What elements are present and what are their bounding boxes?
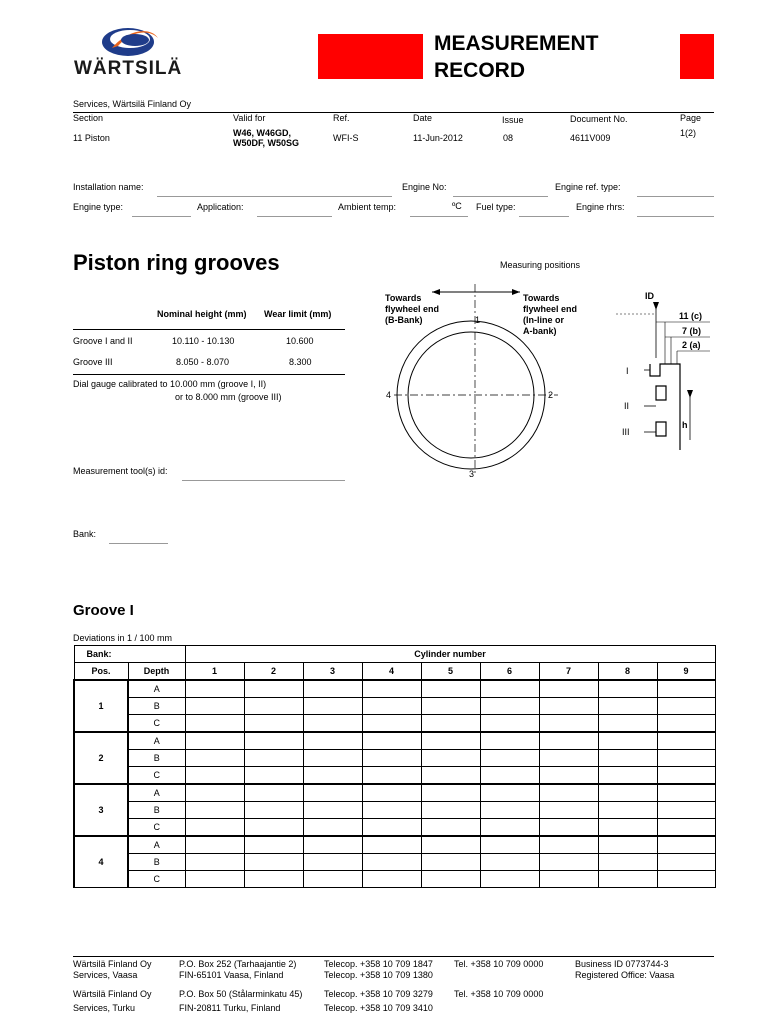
value-date: 11-Jun-2012 [413, 133, 463, 143]
pos-header: Pos. [74, 663, 128, 681]
measurement-cell[interactable] [657, 698, 715, 715]
brand-name: WÄRTSILÄ [74, 58, 183, 79]
position-3-label: 3 [469, 469, 475, 479]
measurement-cell[interactable] [362, 871, 421, 888]
towards-left-2: flywheel end [385, 304, 440, 314]
value-ref: WFI-S [333, 133, 359, 143]
label-page: Page [680, 113, 702, 123]
measurement-cell[interactable] [303, 871, 362, 888]
measurement-cell[interactable] [539, 715, 598, 733]
measurement-cell[interactable] [362, 784, 421, 802]
measurement-cell[interactable] [362, 836, 421, 854]
footer-text: P.O. Box 50 (Stålarminkatu 45) [179, 989, 303, 999]
dim-2a-label: 2 (a) [682, 340, 701, 350]
wartsila-logo-icon [72, 18, 182, 60]
measurement-cell[interactable] [362, 715, 421, 733]
towards-right-3: (In-line or [523, 315, 564, 325]
depth-cell: A [128, 836, 185, 854]
measurement-cell[interactable] [480, 767, 539, 785]
measurement-cell[interactable] [539, 802, 598, 819]
h-label: h [682, 420, 688, 430]
measurement-cell[interactable] [539, 819, 598, 837]
bank-field[interactable] [109, 543, 168, 544]
footer-text: Telecop. +358 10 709 3410 [324, 1003, 433, 1013]
measurement-cell[interactable] [480, 836, 539, 854]
table-row [74, 715, 715, 733]
measurement-cell[interactable] [362, 680, 421, 698]
engine-rhrs-field[interactable] [637, 216, 714, 217]
depth-cell: C [128, 819, 185, 837]
cylinder-header: 6 [480, 663, 539, 681]
engine-type-field[interactable] [132, 216, 191, 217]
measurement-cell[interactable] [657, 750, 715, 767]
measurement-cell[interactable] [303, 680, 362, 698]
label-section: Section [73, 113, 104, 123]
measurement-cell[interactable] [657, 836, 715, 854]
measurement-cell[interactable] [244, 784, 303, 802]
title-line2: RECORD [434, 59, 526, 82]
measurement-cell[interactable] [539, 698, 598, 715]
measurement-cell[interactable] [598, 750, 657, 767]
label-doc-no: Document No. [570, 114, 628, 124]
dim-11c-label: 11 (c) [679, 311, 703, 321]
footer-text: FIN-20811 Turku, Finland [179, 1003, 281, 1013]
value-issue: 08 [503, 133, 514, 143]
measurement-cell[interactable] [421, 750, 480, 767]
measurement-cell[interactable] [657, 819, 715, 837]
spec-row-wear: 10.600 [286, 336, 314, 346]
table-row [74, 698, 715, 715]
measurement-cell[interactable] [244, 871, 303, 888]
measurement-cell[interactable] [421, 767, 480, 785]
measurement-cell[interactable] [185, 750, 244, 767]
measurement-cell[interactable] [421, 854, 480, 871]
measurement-cell[interactable] [480, 750, 539, 767]
measurement-cell[interactable] [539, 871, 598, 888]
measurement-cell[interactable] [244, 750, 303, 767]
measurement-cell[interactable] [244, 715, 303, 733]
measurement-cell[interactable] [539, 680, 598, 698]
measurement-cell[interactable] [244, 836, 303, 854]
cylinder-header: 8 [598, 663, 657, 681]
measurement-cell[interactable] [598, 698, 657, 715]
measurement-cell[interactable] [539, 854, 598, 871]
label-fuel-type: Fuel type: [476, 202, 516, 212]
measurement-cell[interactable] [303, 819, 362, 837]
measurement-cell[interactable] [185, 819, 244, 837]
table-row [74, 871, 715, 888]
measurement-cell[interactable] [480, 698, 539, 715]
position-cell: 2 [74, 732, 128, 784]
measurement-cell[interactable] [185, 871, 244, 888]
measurement-cell[interactable] [185, 836, 244, 854]
measurement-cell[interactable] [421, 802, 480, 819]
measurement-cell[interactable] [480, 802, 539, 819]
measurement-cell[interactable] [303, 836, 362, 854]
ambient-temp-field[interactable] [410, 216, 468, 217]
measurement-cell[interactable] [185, 715, 244, 733]
measurement-cell[interactable] [362, 750, 421, 767]
measurement-cell[interactable] [421, 819, 480, 837]
tool-id-field[interactable] [182, 480, 345, 481]
measurement-cell[interactable] [657, 802, 715, 819]
measurement-cell[interactable] [303, 715, 362, 733]
depth-cell: B [128, 750, 185, 767]
measurement-cell[interactable] [480, 854, 539, 871]
measurement-cell[interactable] [421, 680, 480, 698]
installation-name-field[interactable] [157, 196, 392, 197]
spec-table-top-rule [73, 329, 345, 330]
spec-header-nominal: Nominal height (mm) [157, 309, 247, 319]
position-cell: 1 [74, 680, 128, 732]
footer-text: Telecop. +358 10 709 1380 [324, 970, 433, 980]
footer-text: Services, Turku [73, 1003, 136, 1013]
spec-row-name: Groove I and II [73, 336, 133, 346]
temp-unit: ºC [452, 201, 462, 211]
measurement-cell[interactable] [303, 767, 362, 785]
measurement-cell[interactable] [480, 715, 539, 733]
measurement-cell[interactable] [362, 802, 421, 819]
measurement-cell[interactable] [598, 802, 657, 819]
measurement-cell[interactable] [480, 819, 539, 837]
measurement-cell[interactable] [539, 750, 598, 767]
measurement-cell[interactable] [480, 784, 539, 802]
measurement-cell[interactable] [244, 819, 303, 837]
measurement-cell[interactable] [598, 836, 657, 854]
measurement-cell[interactable] [185, 732, 244, 750]
measurement-cell[interactable] [362, 698, 421, 715]
measurement-cell[interactable] [539, 767, 598, 785]
label-engine-rhrs: Engine rhrs: [576, 202, 625, 212]
measurement-cell[interactable] [657, 767, 715, 785]
footer-text: Registered Office: Vaasa [575, 970, 675, 980]
table-row [74, 784, 715, 802]
measurement-cell[interactable] [244, 732, 303, 750]
spec-table-bottom-rule [73, 374, 345, 375]
footer-text: Telecop. +358 10 709 3279 [324, 989, 433, 999]
measurement-cell[interactable] [598, 767, 657, 785]
measurement-cell[interactable] [598, 732, 657, 750]
label-tool-id: Measurement tool(s) id: [73, 466, 168, 476]
measurement-cell[interactable] [185, 698, 244, 715]
measurement-cell[interactable] [598, 715, 657, 733]
measurement-cell[interactable] [421, 836, 480, 854]
measurement-cell[interactable] [185, 854, 244, 871]
depth-cell: A [128, 732, 185, 750]
footer-text: Tel. +358 10 709 0000 [454, 989, 544, 999]
measurement-cell[interactable] [657, 784, 715, 802]
footer-text: Wärtsilä Finland Oy [73, 989, 152, 999]
engine-ref-type-field[interactable] [637, 196, 714, 197]
measurement-cell[interactable] [421, 784, 480, 802]
measurement-cell[interactable] [244, 767, 303, 785]
depth-cell: A [128, 784, 185, 802]
table-row [74, 854, 715, 871]
depth-cell: B [128, 698, 185, 715]
info-divider [73, 112, 714, 113]
table-row [74, 836, 715, 854]
measurement-cell[interactable] [362, 767, 421, 785]
measurement-cell[interactable] [539, 836, 598, 854]
position-cell: 3 [74, 784, 128, 836]
value-page: 1(2) [680, 128, 697, 138]
logo [72, 18, 182, 80]
spec-row-wear: 8.300 [289, 357, 312, 367]
value-doc-no: 4611V009 [570, 133, 611, 143]
footer-text: Telecop. +358 10 709 1847 [324, 959, 433, 969]
value-valid-for-2: W50DF, W50SG [233, 138, 300, 148]
label-engine-type: Engine type: [73, 202, 124, 212]
footer-divider [73, 956, 714, 957]
label-issue: Issue [502, 115, 524, 125]
table-row [74, 819, 715, 837]
table-row [74, 732, 715, 750]
measurement-cell[interactable] [362, 819, 421, 837]
dim-7b-label: 7 (b) [682, 326, 701, 336]
groove1-title: Groove I [73, 602, 134, 619]
depth-cell: B [128, 802, 185, 819]
measurement-cell[interactable] [598, 784, 657, 802]
measurement-cell[interactable] [657, 715, 715, 733]
measurement-cell[interactable] [480, 871, 539, 888]
footer-text: Wärtsilä Finland Oy [73, 959, 152, 969]
label-date: Date [413, 113, 433, 123]
dial-note-1: Dial gauge calibrated to 10.000 mm (groove I, II) [73, 379, 267, 389]
diagram-caption: Measuring positions [500, 260, 581, 270]
depth-cell: C [128, 715, 185, 733]
application-field[interactable] [257, 216, 332, 217]
fuel-type-field[interactable] [519, 216, 569, 217]
red-bar-right [680, 34, 714, 79]
measurement-cell[interactable] [303, 802, 362, 819]
footer-text: Services, Vaasa [73, 970, 138, 980]
groove-I-label: I [626, 366, 629, 376]
red-bar-left [318, 34, 423, 79]
cylinder-number-header: Cylinder number [185, 646, 715, 663]
cylinder-header: 2 [244, 663, 303, 681]
measurement-cell[interactable] [657, 732, 715, 750]
groove-id-label: ID [645, 291, 654, 301]
label-ref: Ref. [333, 113, 350, 123]
measurement-cell[interactable] [303, 698, 362, 715]
label-installation-name: Installation name: [73, 182, 144, 192]
cylinder-header: 9 [657, 663, 715, 681]
measurement-cell[interactable] [362, 732, 421, 750]
engine-no-field[interactable] [453, 196, 548, 197]
measurement-cell[interactable] [244, 854, 303, 871]
measurement-cell[interactable] [598, 819, 657, 837]
label-ambient-temp: Ambient temp: [338, 202, 397, 212]
value-valid-for-1: W46, W46GD, [233, 128, 292, 138]
position-cell: 4 [74, 836, 128, 888]
table-row [74, 767, 715, 785]
table-row [74, 680, 715, 698]
position-1-label: 1 [475, 315, 481, 325]
measurement-cell[interactable] [539, 784, 598, 802]
footer-text: P.O. Box 252 (Tarhaajantie 2) [179, 959, 297, 969]
table-bank-label: Bank: [74, 646, 185, 663]
measurement-cell[interactable] [303, 854, 362, 871]
footer-text: Tel. +358 10 709 0000 [454, 959, 544, 969]
spec-row-nominal: 8.050 - 8.070 [176, 357, 230, 367]
measurement-cell[interactable] [539, 732, 598, 750]
label-engine-ref-type: Engine ref. type: [555, 182, 621, 192]
spec-header-wear: Wear limit (mm) [264, 309, 332, 319]
measurement-cell[interactable] [657, 854, 715, 871]
groove-II-label: II [624, 401, 630, 411]
dial-note-2: or to 8.000 mm (groove III) [175, 392, 282, 402]
depth-cell: B [128, 854, 185, 871]
title-line1: MEASUREMENT [434, 32, 599, 55]
measurement-cell[interactable] [421, 698, 480, 715]
deviation-note: Deviations in 1 / 100 mm [73, 633, 173, 643]
footer-text: Business ID 0773744-3 [575, 959, 669, 969]
measurement-cell[interactable] [421, 871, 480, 888]
measurement-cell[interactable] [244, 698, 303, 715]
spec-row-nominal: 10.110 - 10.130 [172, 336, 235, 346]
position-4-label: 4 [386, 390, 392, 400]
label-bank: Bank: [73, 529, 97, 539]
towards-left-3: (B-Bank) [385, 315, 423, 325]
measurement-cell[interactable] [185, 784, 244, 802]
cylinder-header: 7 [539, 663, 598, 681]
measurement-cell[interactable] [185, 680, 244, 698]
label-application: Application: [197, 202, 244, 212]
towards-right-2: flywheel end [523, 304, 578, 314]
measurement-cell[interactable] [185, 802, 244, 819]
position-2-label: 2 [548, 390, 554, 400]
measurement-cell[interactable] [598, 680, 657, 698]
table-row [74, 802, 715, 819]
measurement-cell[interactable] [421, 732, 480, 750]
depth-cell: C [128, 767, 185, 785]
measurement-cell[interactable] [598, 871, 657, 888]
measurement-cell[interactable] [303, 750, 362, 767]
spec-row-name: Groove III [73, 357, 113, 367]
depth-cell: C [128, 871, 185, 888]
measurement-cell[interactable] [303, 784, 362, 802]
measurement-cell[interactable] [185, 767, 244, 785]
label-engine-no: Engine No: [402, 182, 447, 192]
towards-right-4: A-bank) [523, 326, 557, 336]
measurement-cell[interactable] [421, 715, 480, 733]
measurement-cell[interactable] [244, 680, 303, 698]
measurement-cell[interactable] [480, 732, 539, 750]
page-title: Piston ring grooves [73, 250, 280, 275]
measurement-cell[interactable] [657, 680, 715, 698]
measurement-cell[interactable] [362, 854, 421, 871]
company-name: Services, Wärtsilä Finland Oy [73, 99, 192, 109]
towards-right-1: Towards [523, 293, 560, 303]
value-section: 11 Piston [73, 133, 110, 143]
groove1-table [73, 645, 716, 888]
groove-III-label: III [622, 427, 630, 437]
table-row [74, 750, 715, 767]
towards-left-1: Towards [385, 293, 422, 303]
depth-cell: A [128, 680, 185, 698]
depth-header: Depth [128, 663, 185, 681]
measurement-cell[interactable] [657, 871, 715, 888]
measurement-cell[interactable] [303, 732, 362, 750]
label-valid-for: Valid for [233, 113, 266, 123]
cylinder-header: 1 [185, 663, 244, 681]
cylinder-header: 5 [421, 663, 480, 681]
footer-text: FIN-65101 Vaasa, Finland [179, 970, 284, 980]
cylinder-header: 4 [362, 663, 421, 681]
measurement-cell[interactable] [480, 680, 539, 698]
cylinder-header: 3 [303, 663, 362, 681]
measurement-cell[interactable] [244, 802, 303, 819]
measurement-cell[interactable] [598, 854, 657, 871]
